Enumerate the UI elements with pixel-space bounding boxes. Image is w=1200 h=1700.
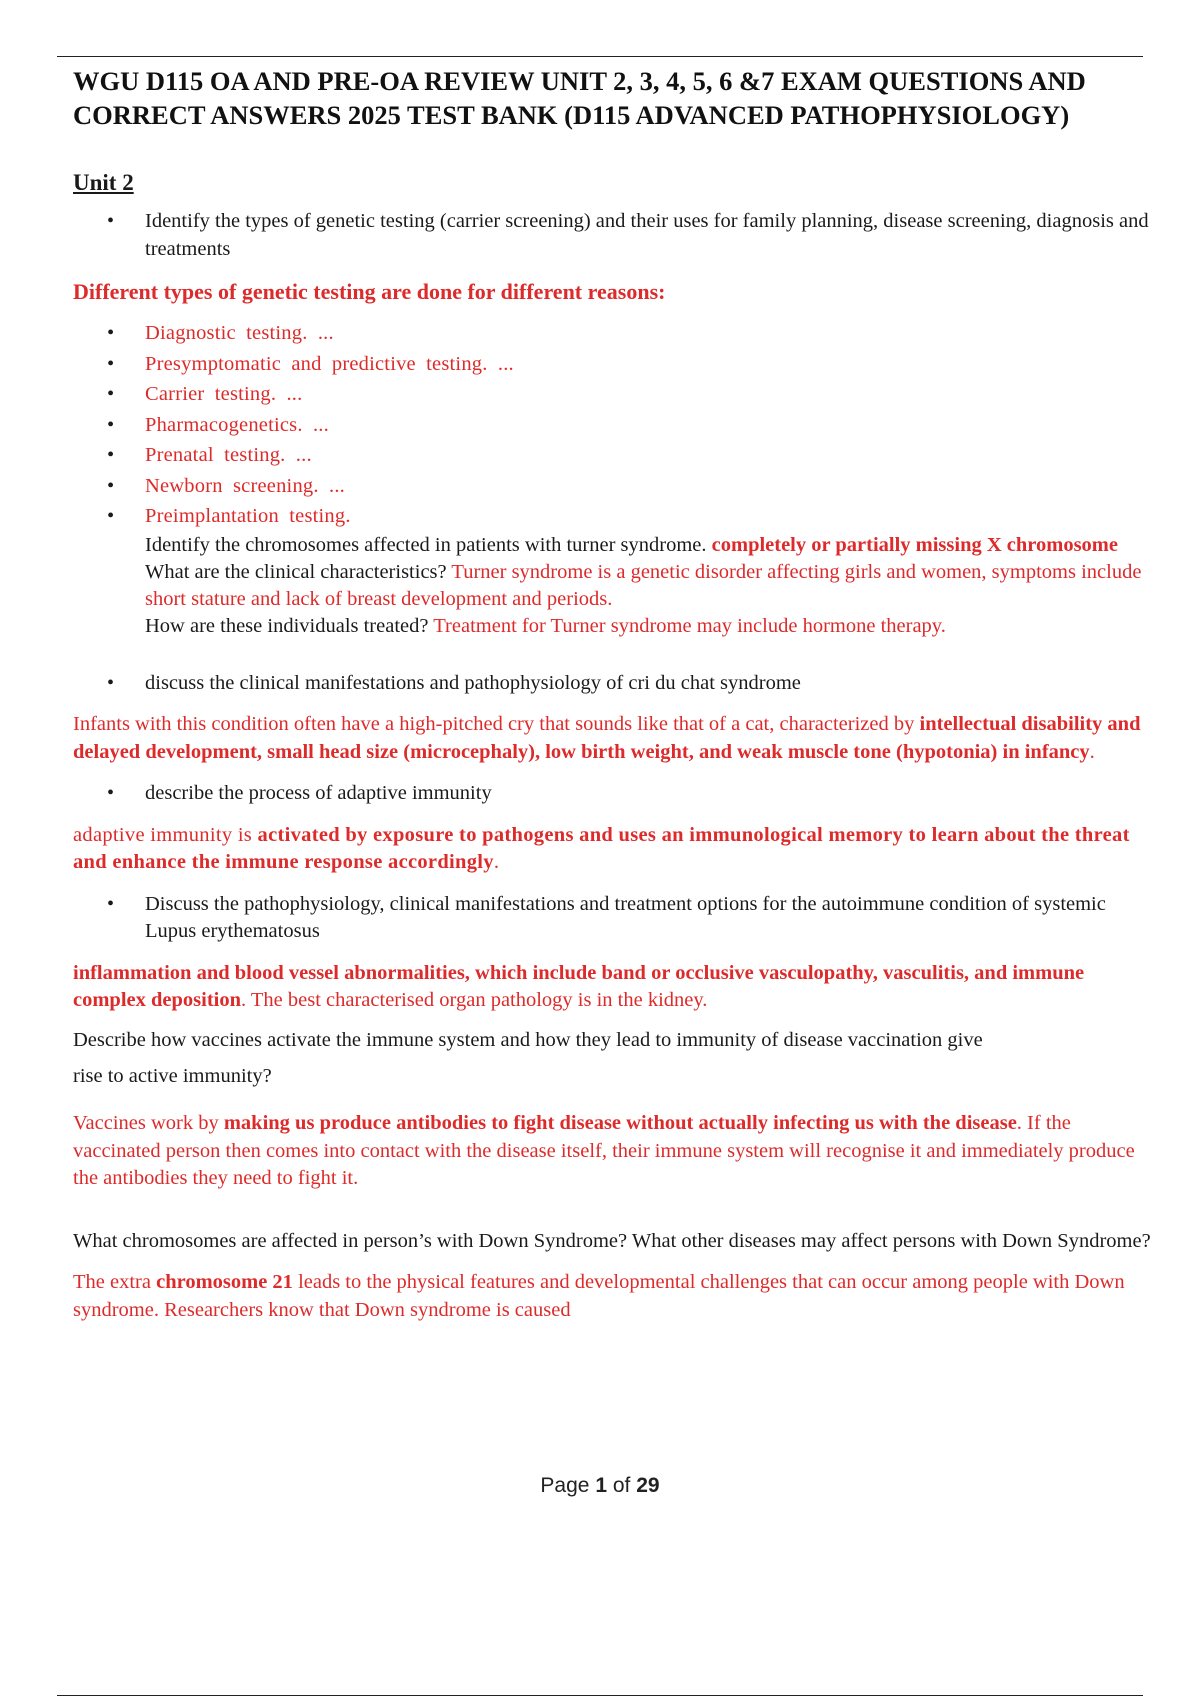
list-item: • Prenatal testing. ... — [73, 440, 1158, 471]
list-item: • Pharmacogenetics. ... — [73, 410, 1158, 441]
question-lupus — [73, 891, 1158, 946]
answer-heading: Different types of genetic testing are done for different reasons: — [73, 279, 666, 304]
bullet-icon: • — [107, 444, 115, 466]
answer-adaptive-immunity: adaptive immunity is activated by exposure to pathogens and uses an immunological memory to learn about the threat and enhance the immune response accordingly. — [73, 823, 1130, 873]
top-rule — [57, 56, 1143, 57]
list-item: • Preimplantation testing. — [73, 501, 1158, 532]
bullet-icon: • — [107, 383, 115, 405]
answer-vaccines: Vaccines work by making us produce antibodies to fight disease without actually infecting us with the disease. If the vaccinated person then comes into contact with the disease itself, their immune system will recognise it and immediately produce the antibodies they need to fight it. — [73, 1112, 1135, 1189]
question-down-syndrome: What chromosomes are affected in person’s with Down Syndrome? What other diseases may affect persons with Down Syndrome? — [73, 1229, 1151, 1252]
of-word: of — [612, 1474, 631, 1497]
unit-heading: Unit 2 — [73, 170, 134, 195]
question-text: describe the process of adaptive immunity — [145, 782, 492, 804]
list-item: • Presymptomatic and predictive testing. ... — [73, 349, 1158, 380]
page-footer — [0, 1474, 1200, 1498]
bullet-icon: • — [107, 352, 115, 375]
question-text: Discuss the pathophysiology, clinical manifestations and treatment options for the autoimmune condition of systemic Lupus erythematosus — [145, 892, 1106, 942]
total-pages-number: 29 — [636, 1474, 660, 1497]
bullet-icon: • — [107, 474, 115, 497]
question-text: discuss the clinical manifestations and pathophysiology of cri du chat syndrome — [145, 671, 801, 694]
bullet-icon: • — [107, 505, 115, 527]
turner-chromosome-qa: Identify the chromosomes affected in patients with turner syndrome. completely or partially missing X chromosome — [145, 533, 1118, 556]
question-genetic-testing — [73, 208, 1158, 263]
bullet-icon: • — [107, 892, 115, 915]
turner-treatment-qa: How are these individuals treated? Treatment for Turner syndrome may include hormone therapy. — [145, 614, 946, 637]
page-word: Page — [540, 1474, 590, 1497]
turner-clinical-qa: What are the clinical characteristics? Turner syndrome is a genetic disorder affecting girls and women, symptoms include short stature and lack of breast development and periods. — [145, 560, 1142, 610]
list-item: • Diagnostic testing. ... — [73, 318, 1158, 349]
list-item: • Newborn screening. ... — [73, 471, 1158, 502]
question-text: Identify the types of genetic testing (carrier screening) and their uses for family planning, disease screening, diagnosis and treatments — [145, 210, 1149, 260]
bullet-icon: • — [107, 413, 115, 436]
bullet-icon: • — [107, 210, 115, 232]
answer-cri-du-chat: Infants with this condition often have a high-pitched cry that sounds like that of a cat, characterized by intellectual disability and delayed development, small head size (microcephaly), low birth weight, and weak muscle tone (hypotonia) in infancy. — [73, 713, 1141, 763]
answer-lupus: inflammation and blood vessel abnormalities, which include band or occlusive vasculopathy, vasculitis, and immune complex deposition. The best characterised organ pathology is in the kidney. — [73, 961, 1085, 1011]
question-adaptive-immunity — [73, 780, 1158, 808]
document-title: WGU D115 OA AND PRE-OA REVIEW UNIT 2, 3, 4, 5, 6 &7 EXAM QUESTIONS AND CORRECT ANSWERS 2025 TEST BANK (D115 ADVANCED PATHOPHYSIOLOGY) — [73, 66, 1086, 130]
document-content — [73, 64, 1158, 1324]
turner-syndrome-block — [73, 532, 1158, 640]
bullet-icon: • — [107, 782, 115, 804]
question-cri-du-chat — [73, 670, 1158, 698]
bullet-icon: • — [107, 322, 115, 344]
question-vaccines: Describe how vaccines activate the immune system and how they lead to immunity of disease vaccination give rise to active immunity? — [73, 1028, 983, 1087]
bottom-rule — [57, 1695, 1143, 1696]
list-item: • Carrier testing. ... — [73, 379, 1158, 410]
bullet-icon: • — [107, 671, 115, 694]
current-page-number: 1 — [595, 1474, 607, 1497]
answer-down-syndrome: The extra chromosome 21 leads to the physical features and developmental challenges that can occur among people with Down syndrome. Researchers know that Down syndrome is caused — [73, 1271, 1125, 1321]
genetic-testing-types-list — [73, 318, 1158, 532]
